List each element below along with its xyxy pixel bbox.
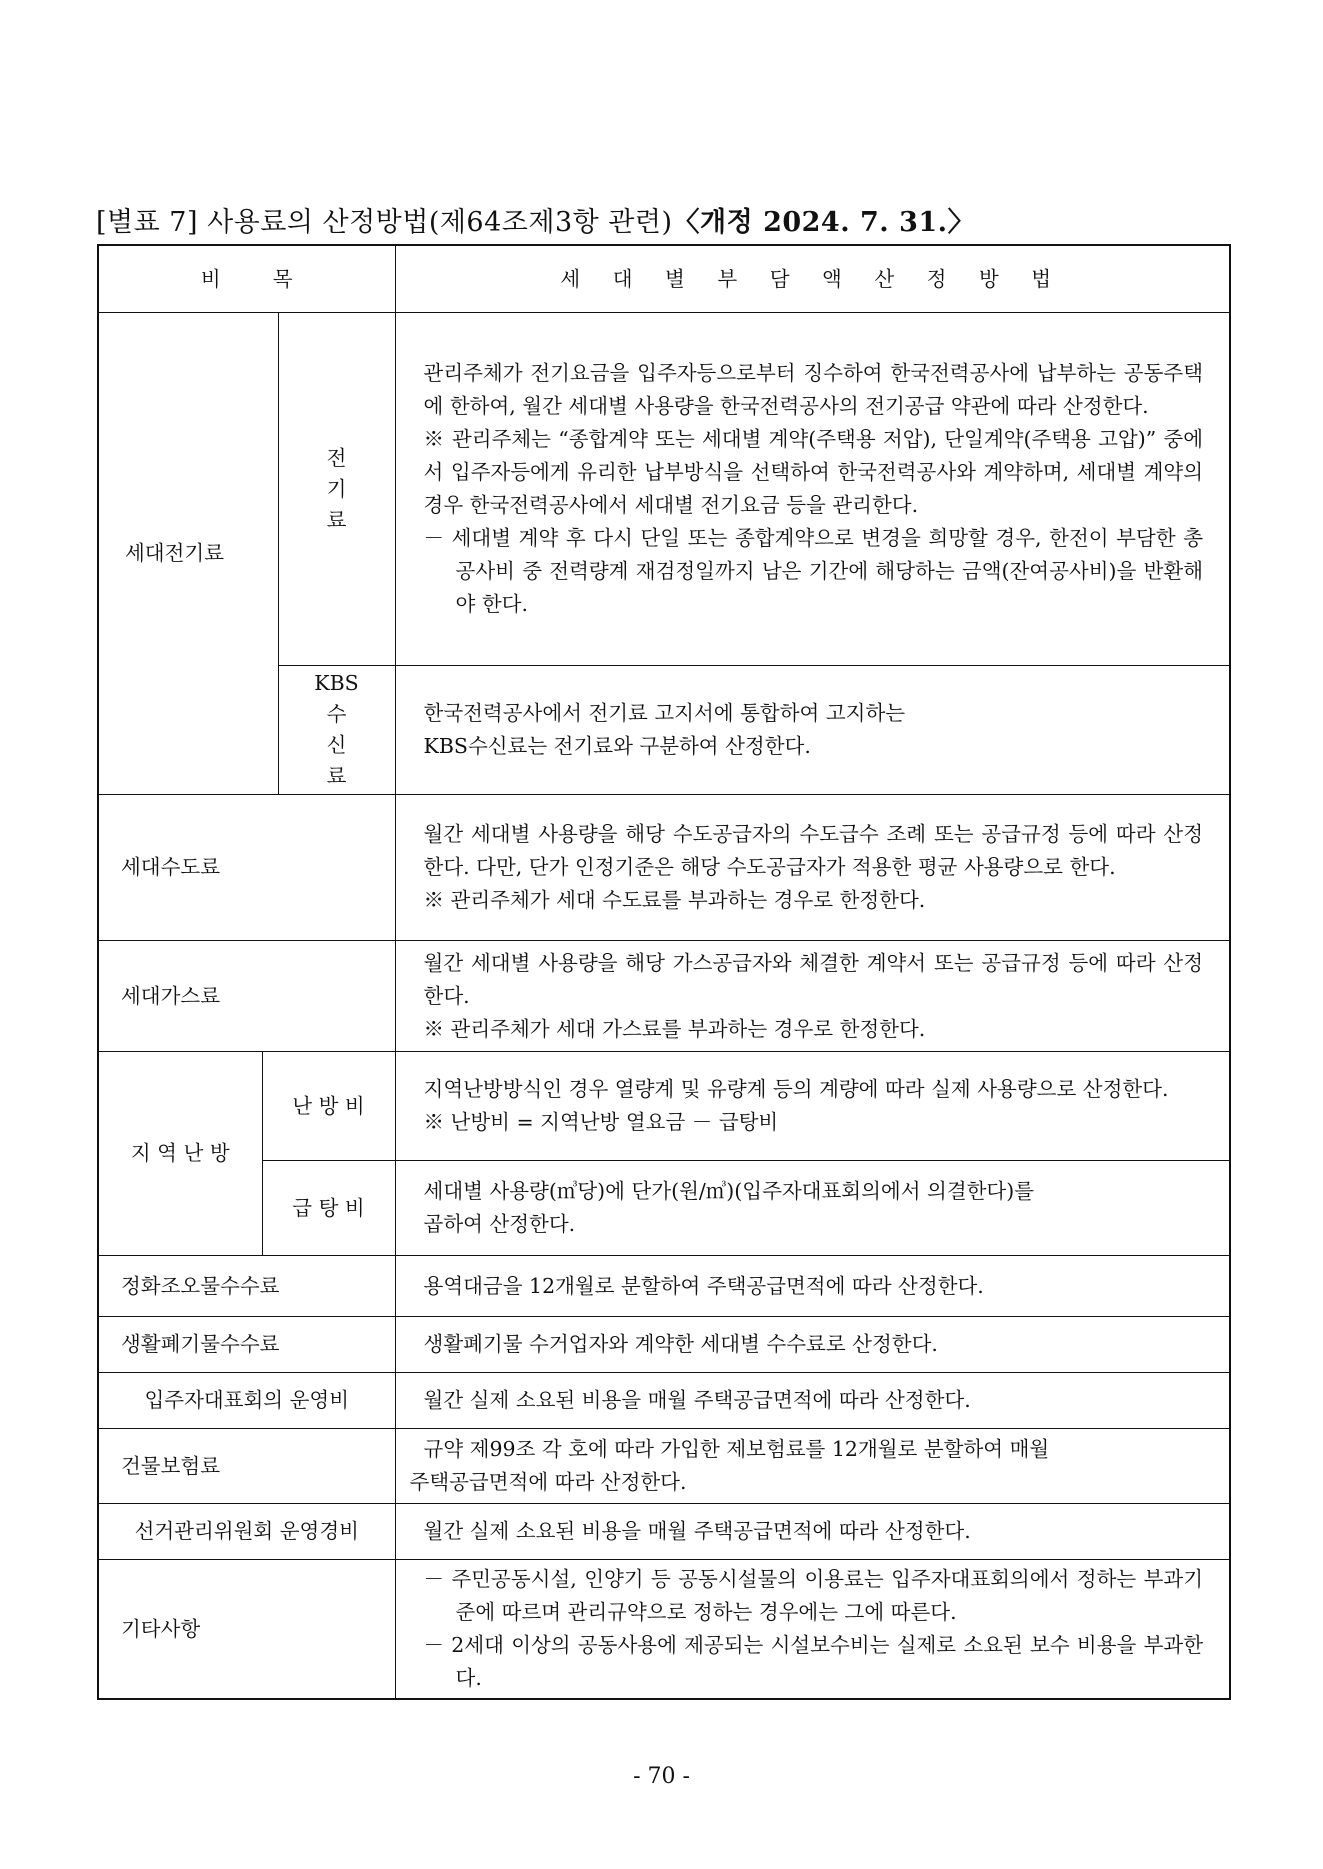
electric-sub2-char: 신 <box>326 733 347 757</box>
table-row-septic <box>98 1256 1230 1317</box>
council-label-cell <box>98 1373 395 1429</box>
etc-label: 기타사항 <box>121 1616 201 1641</box>
etc-label-cell <box>98 1560 395 1700</box>
water-label-cell <box>98 795 395 941</box>
title-revision: 〈개정 2024. 7. 31.〉 <box>672 207 976 238</box>
gas-label-cell <box>98 941 395 1052</box>
electric-sub1-char: 전 <box>326 445 347 470</box>
desc-paragraph: KBS수신료는 전기료와 구분하여 산정한다. <box>423 734 811 758</box>
insurance-desc <box>395 1429 1230 1504</box>
header-item-label: 비 목 <box>200 266 293 291</box>
desc-paragraph: 월간 실제 소요된 비용을 매월 주택공급면적에 따라 산정한다. <box>423 1519 971 1543</box>
desc-paragraph: 용역대금을 12개월로 분할하여 주택공급면적에 따라 산정한다. <box>423 1273 984 1298</box>
table-header-row <box>98 245 1230 313</box>
election-label-cell <box>98 1504 395 1560</box>
table-row-waste <box>98 1317 1230 1373</box>
electric-sub2-desc <box>395 666 1230 795</box>
desc-paragraph: 규약 제99조 각 호에 따라 가입한 제보험료를 12개월로 분할하여 매월 <box>423 1437 1050 1461</box>
electric-sub2-char: KBS <box>314 671 359 695</box>
table-row-heating-2 <box>98 1161 1230 1256</box>
water-desc <box>395 795 1230 941</box>
desc-paragraph: ※ 난방비 = 지역난방 열요금 － 급탕비 <box>423 1110 779 1134</box>
heating-sub2-label-cell <box>262 1161 395 1256</box>
document-title <box>96 200 975 239</box>
insurance-label-cell <box>98 1429 395 1504</box>
table-row-insurance <box>98 1429 1230 1504</box>
desc-paragraph: － 2세대 이상의 공동사용에 제공되는 시설보수비는 실제로 소요된 보수 비용을 부과한다. <box>423 1633 1204 1690</box>
desc-paragraph: 월간 세대별 사용량을 해당 수도공급자의 수도급수 조례 또는 공급규정 등에 따라 산정한다. 다만, 단가 인정기준은 해당 수도공급자가 적용한 평균 사용량으로 한다. <box>423 822 1204 879</box>
header-method-label: 세 대 별 부 담 액 산 정 방 법 <box>560 266 1065 291</box>
heating-sub1-label-cell <box>262 1052 395 1161</box>
table-row-election <box>98 1504 1230 1560</box>
electric-sub1-char: 기 <box>326 476 347 501</box>
gas-desc <box>395 941 1230 1052</box>
heating-sub2-label: 급 탕 비 <box>292 1195 365 1220</box>
election-desc <box>395 1504 1230 1560</box>
electric-label-cell <box>98 313 278 795</box>
electric-sub1-label-cell <box>278 313 395 666</box>
waste-label: 생활폐기물수수료 <box>121 1332 280 1356</box>
council-desc <box>395 1373 1230 1429</box>
fee-calculation-table <box>97 244 1231 1700</box>
table-row-gas <box>98 941 1230 1052</box>
electric-sub2-char: 수 <box>326 702 347 726</box>
heating-sub2-desc <box>395 1161 1230 1256</box>
desc-paragraph: － 세대별 계약 후 다시 단일 또는 종합계약으로 변경을 희망할 경우, 한전이 부담한 총 공사비 중 전력량계 재검정일까지 남은 기간에 해당하는 금액(잔여공사비)을 반환해야 한다. <box>423 526 1204 616</box>
election-label: 선거관리위원회 운영경비 <box>134 1519 359 1543</box>
desc-paragraph: 월간 세대별 사용량을 해당 가스공급자와 체결한 계약서 또는 공급규정 등에 따라 산정한다. <box>423 950 1204 1008</box>
waste-label-cell <box>98 1317 395 1373</box>
header-item-cell <box>98 245 395 313</box>
water-label: 세대수도료 <box>121 855 221 879</box>
table-row-etc <box>98 1560 1230 1700</box>
gas-label: 세대가스료 <box>121 983 221 1008</box>
heating-sub1-label: 난 방 비 <box>292 1093 365 1118</box>
electric-sub2-char: 료 <box>326 764 347 788</box>
electric-label: 세대전기료 <box>125 541 225 565</box>
insurance-label: 건물보험료 <box>121 1453 221 1478</box>
desc-paragraph: 관리주체가 전기요금을 입주자등으로부터 징수하여 한국전력공사에 납부하는 공동주택에 한하여, 월간 세대별 사용량을 한국전력공사의 전기공급 약관에 따라 산정한다. <box>423 361 1204 418</box>
header-method-cell <box>395 245 1230 313</box>
desc-paragraph: 월간 실제 소요된 비용을 매월 주택공급면적에 따라 산정한다. <box>423 1388 971 1412</box>
table-row-water <box>98 795 1230 941</box>
heating-sub1-desc <box>395 1052 1230 1161</box>
electric-sub1-char: 료 <box>326 507 347 532</box>
septic-label: 정화조오물수수료 <box>121 1273 280 1298</box>
desc-paragraph: ※ 관리주체가 세대 가스료를 부과하는 경우로 한정한다. <box>423 1016 926 1041</box>
desc-paragraph: 세대별 사용량(㎥당)에 단가(원/㎥)(입주자대표회의에서 의결한다)를 <box>423 1179 1035 1203</box>
desc-paragraph: － 주민공동시설, 인양기 등 공동시설물의 이용료는 입주자대표회의에서 정하는 부과기준에 따르며 관리규약으로 정하는 경우에는 그에 따른다. <box>423 1567 1204 1624</box>
page-number: - 70 - <box>633 1764 690 1789</box>
desc-paragraph: 곱하여 산정한다. <box>423 1212 576 1236</box>
desc-paragraph: ※ 관리주체는 “종합계약 또는 세대별 계약(주택용 저압), 단일계약(주택용 고압)” 중에서 입주자등에게 유리한 납부방식을 선택하여 한국전력공사와 계약하며, 세대별 계약의 경우 한국전력공사에서 세대별 전기요금 등을 관리한다. <box>423 427 1204 517</box>
council-label: 입주자대표회의 운영비 <box>144 1388 350 1412</box>
heating-label: 지 역 난 방 <box>130 1141 230 1165</box>
table-row-council <box>98 1373 1230 1429</box>
septic-desc <box>395 1256 1230 1317</box>
heating-label-cell <box>98 1052 262 1256</box>
title-main: [별표 7] 사용료의 산정방법(제64조제3항 관련) <box>96 207 673 238</box>
desc-paragraph: 지역난방방식인 경우 열량계 및 유량계 등의 계량에 따라 실제 사용량으로 산정한다. <box>423 1077 1169 1101</box>
electric-sub2-label-cell <box>278 666 395 795</box>
desc-paragraph: 한국전력공사에서 전기료 고지서에 통합하여 고지하는 <box>423 701 906 725</box>
table-row-electric-1 <box>98 313 1230 666</box>
waste-desc <box>395 1317 1230 1373</box>
desc-paragraph: ※ 관리주체가 세대 수도료를 부과하는 경우로 한정한다. <box>423 888 926 912</box>
desc-paragraph: 주택공급면적에 따라 산정한다. <box>409 1470 687 1494</box>
desc-paragraph: 생활폐기물 수거업자와 계약한 세대별 수수료로 산정한다. <box>423 1332 938 1356</box>
septic-label-cell <box>98 1256 395 1317</box>
etc-desc <box>395 1560 1230 1700</box>
electric-sub1-desc <box>395 313 1230 666</box>
table-row-heating-1 <box>98 1052 1230 1161</box>
